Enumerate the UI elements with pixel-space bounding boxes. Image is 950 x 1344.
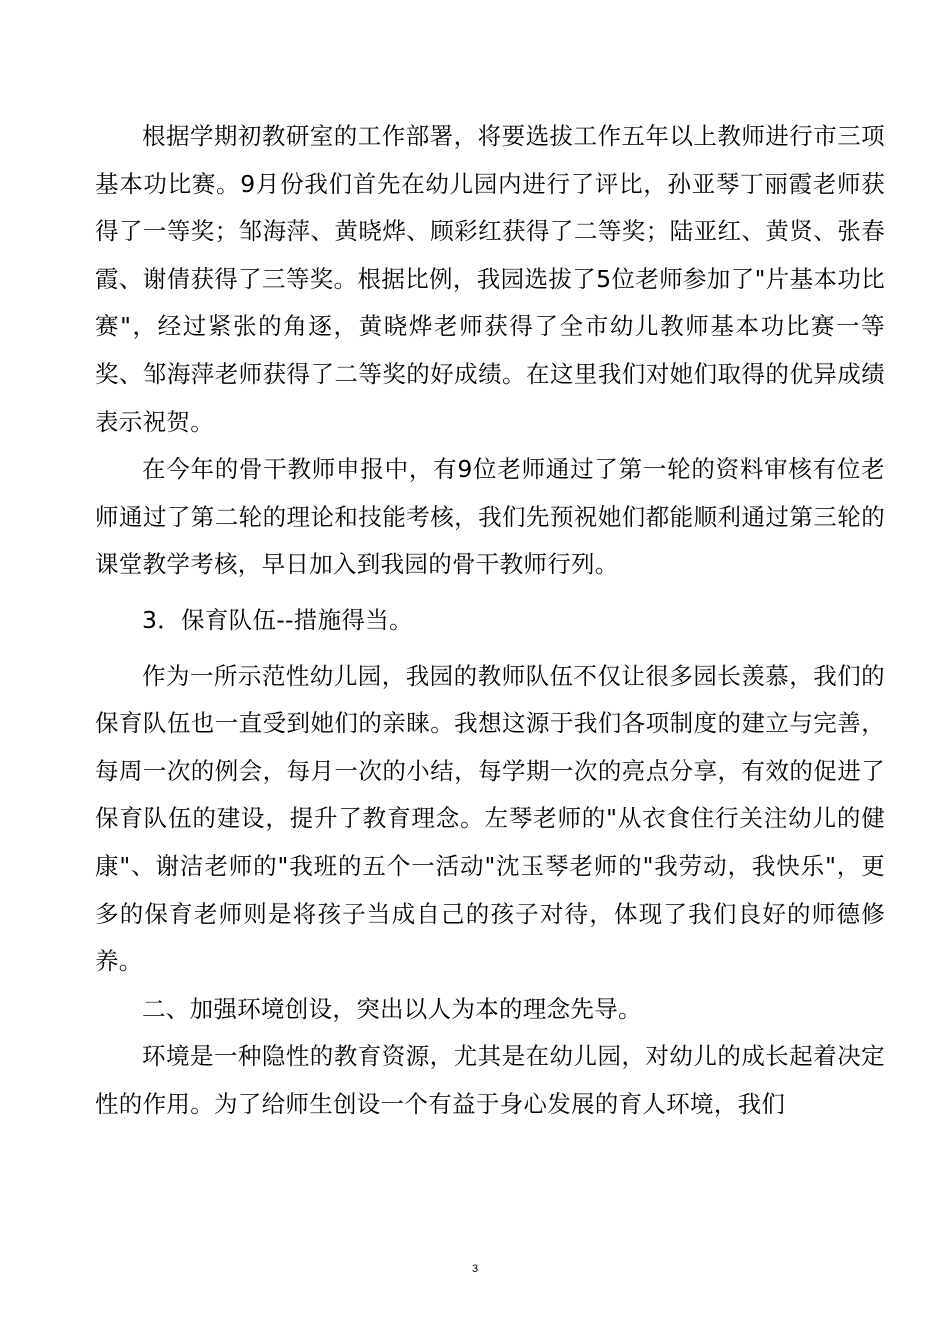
paragraph-gap <box>95 645 885 653</box>
document-body <box>95 113 885 1128</box>
paragraph-childcare-team: 作为一所示范性幼儿园，我园的教师队伍不仅让很多园长羡慕，我们的保育队伍也一直受到她们的亲睐。我想这源于我们各项制度的建立与完善，每周一次的例会，每月一次的小结，每学期一次的亮点分享，有效的促进了保育队伍的建设，提升了教育理念。左琴老师的"从衣食住行关注幼儿的健康"、谢洁老师的"我班的五个一活动"沈玉琴老师的"我劳动，我快乐"，更多的保育老师则是将孩子当成自己的孩子对待，体现了我们良好的师德修养。 <box>95 661 885 976</box>
paragraph-gap <box>95 589 885 597</box>
section-heading-childcare-team: 3．保育队伍--措施得当。 <box>142 605 413 634</box>
paragraph-environment: 环境是一种隐性的教育资源，尤其是在幼儿园，对幼儿的成长起着决定性的作用。为了给师生创设一个有益于身心发展的育人环境，我们 <box>95 1042 885 1118</box>
paragraph-backbone-teachers: 在今年的骨干教师申报中，有9位老师通过了第一轮的资料审核有位老师通过了第二轮的理论和技能考核，我们先预祝她们都能顺利通过第三轮的课堂教学考核，早日加入到我园的骨干教师行列。 <box>95 455 885 579</box>
paragraph-competition-awards: 根据学期初教研室的工作部署，将要选拔工作五年以上教师进行市三项基本功比赛。9月份我们首先在幼儿园内进行了评比，孙亚琴丁丽霞老师获得了一等奖；邹海萍、黄晓烨、顾彩红获得了二等奖；陆亚红、黄贤、张春霞、谢倩获得了三等奖。根据比例，我园选拔了5位老师参加了"片基本功比赛"，经过紧张的角逐，黄晓烨老师获得了全市幼儿教师基本功比赛一等奖、邹海萍老师获得了二等奖的好成绩。在这里我们对她们取得的优异成绩表示祝贺。 <box>95 122 885 436</box>
section-heading-environment: 二、加强环境创设，突出以人为本的理念先导。 <box>142 994 642 1023</box>
page-number: 3 <box>471 1263 479 1275</box>
